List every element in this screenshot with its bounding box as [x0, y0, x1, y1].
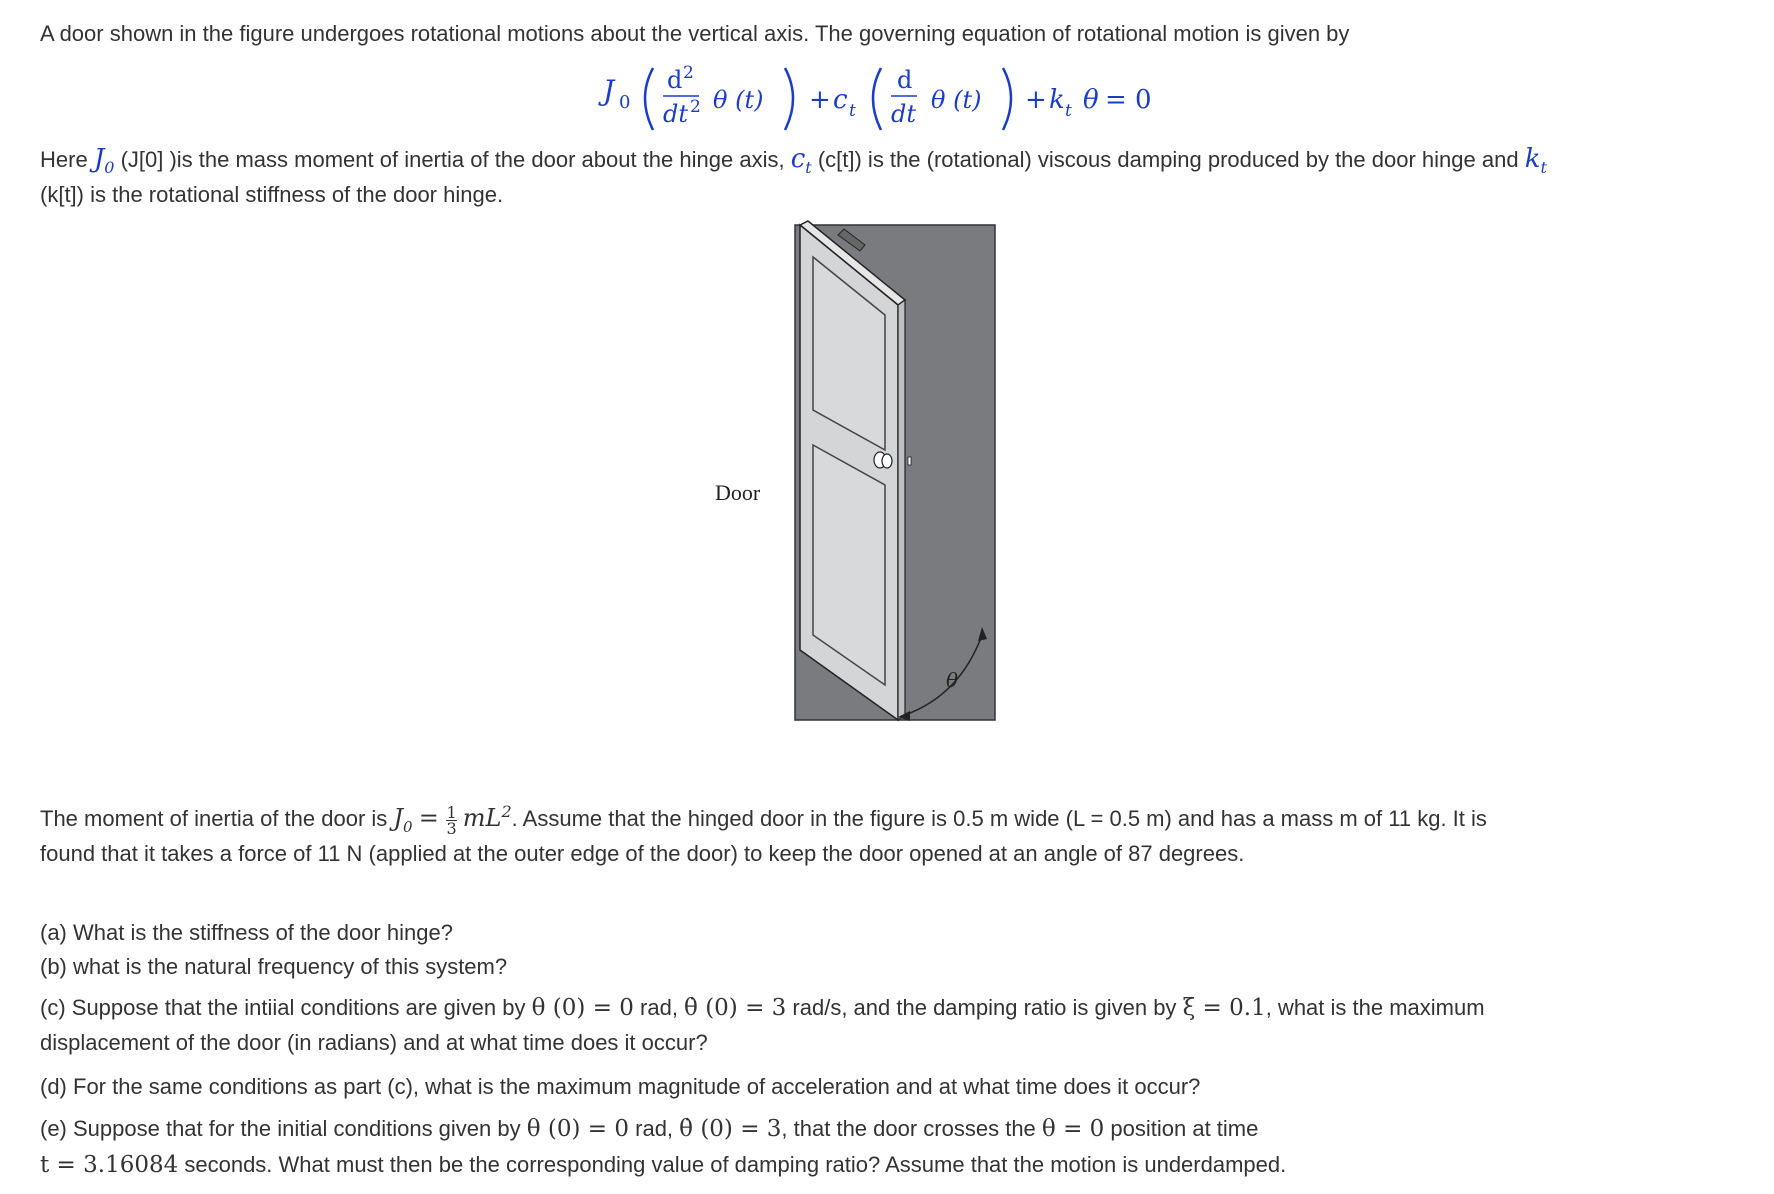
eq-dt2-sup: 2: [690, 97, 701, 117]
eq-d2-sup: 2: [683, 63, 694, 83]
intro-line-3: (k[t]) is the rotational stiffness of the door hinge.: [40, 182, 504, 207]
intro-line-2: Here $J_0$ (J[0] )is the mass moment of inertia of the door about the hinge axis, $c_t$ (c[t]) is the (rotational) viscous damping produced by the door hinge and $k_t$: [40, 144, 1547, 178]
question-e-line-2: t = 3.16084 seconds. What must then be the corresponding value of damping ratio? Assume that the motion is underdamped.: [40, 1152, 1287, 1178]
intro-line-1: A door shown in the figure undergoes rotational motions about the vertical axis. The governing equation of rotational motion is given by: [40, 21, 1350, 46]
eq-d: d: [897, 66, 913, 94]
door-figure: [715, 215, 1020, 745]
eq-equals-zero: = 0: [1105, 85, 1152, 115]
angle-label: θ: [946, 668, 959, 692]
question-b: (b) what is the natural frequency of this system?: [40, 954, 508, 979]
eq-theta-t-1: θ (t): [713, 86, 764, 114]
door-label: Door: [715, 480, 761, 505]
door-knob-rose: [882, 454, 892, 468]
eq-J: J: [603, 74, 615, 107]
question-c-line-2: displacement of the door (in radians) and at what time does it occur?: [40, 1030, 708, 1055]
eq-c-sub: t: [849, 101, 856, 121]
question-a: (a) What is the stiffness of the door hinge?: [40, 920, 453, 945]
moment-J0: $J_0$: [393, 804, 413, 836]
eq-theta-t-2: θ (t): [931, 86, 982, 114]
eq-k: k: [1049, 85, 1065, 115]
door-side: [898, 300, 905, 720]
moment-mL2: $mL^2$: [462, 802, 512, 832]
eq-paren-left-2: [873, 68, 881, 130]
eq-plus-2: +: [1025, 85, 1047, 115]
eq-paren-left-1: [645, 68, 653, 130]
question-c-line-1: (c) Suppose that the intiial conditions are given by θ (0) = 0 rad, θ̇ (0) = 3 rad/s, and the damping ratio is given by ξ = 0.1, what is the maximum: [40, 995, 1485, 1021]
moment-line-1: The moment of inertia of the door is $J_0$ = $\frac{1}{3}$ $mL^2$. Assume that the hinged door in the figure is 0.5 m wide (L = 0.5 m) and has a mass m of 11 kg. It is: [40, 802, 1487, 838]
eq-dt2: dt: [663, 100, 689, 128]
eq-dt: dt: [891, 100, 917, 128]
eq-d2: d: [667, 66, 683, 94]
symbol-J0: $J_0$: [93, 144, 115, 178]
eq-paren-right-1: [785, 68, 793, 130]
question-e-line-1: (e) Suppose that for the initial conditions given by θ (0) = 0 rad, θ̇ (0) = 3, that the door crosses the θ = 0 position at time: [40, 1116, 1259, 1142]
eq-J-sub: 0: [619, 92, 631, 113]
equation-of-motion: [595, 58, 1195, 138]
eq-theta: θ: [1083, 85, 1099, 115]
moment-fraction: $\frac{1}{3}$: [446, 802, 457, 838]
eq-c: c: [833, 85, 848, 115]
moment-line-2: found that it takes a force of 11 N (applied at the outer edge of the door) to keep the door opened at an angle of 87 degrees.: [40, 841, 1245, 866]
symbol-ct: $c_t$: [790, 144, 812, 178]
question-d: (d) For the same conditions as part (c), what is the maximum magnitude of acceleration and at what time does it occur?: [40, 1074, 1201, 1099]
symbol-kt: $k_t$: [1524, 144, 1547, 178]
eq-plus-1: +: [809, 85, 831, 115]
door-latch: [908, 457, 911, 465]
eq-paren-right-2: [1003, 68, 1011, 130]
eq-k-sub: t: [1065, 101, 1072, 121]
